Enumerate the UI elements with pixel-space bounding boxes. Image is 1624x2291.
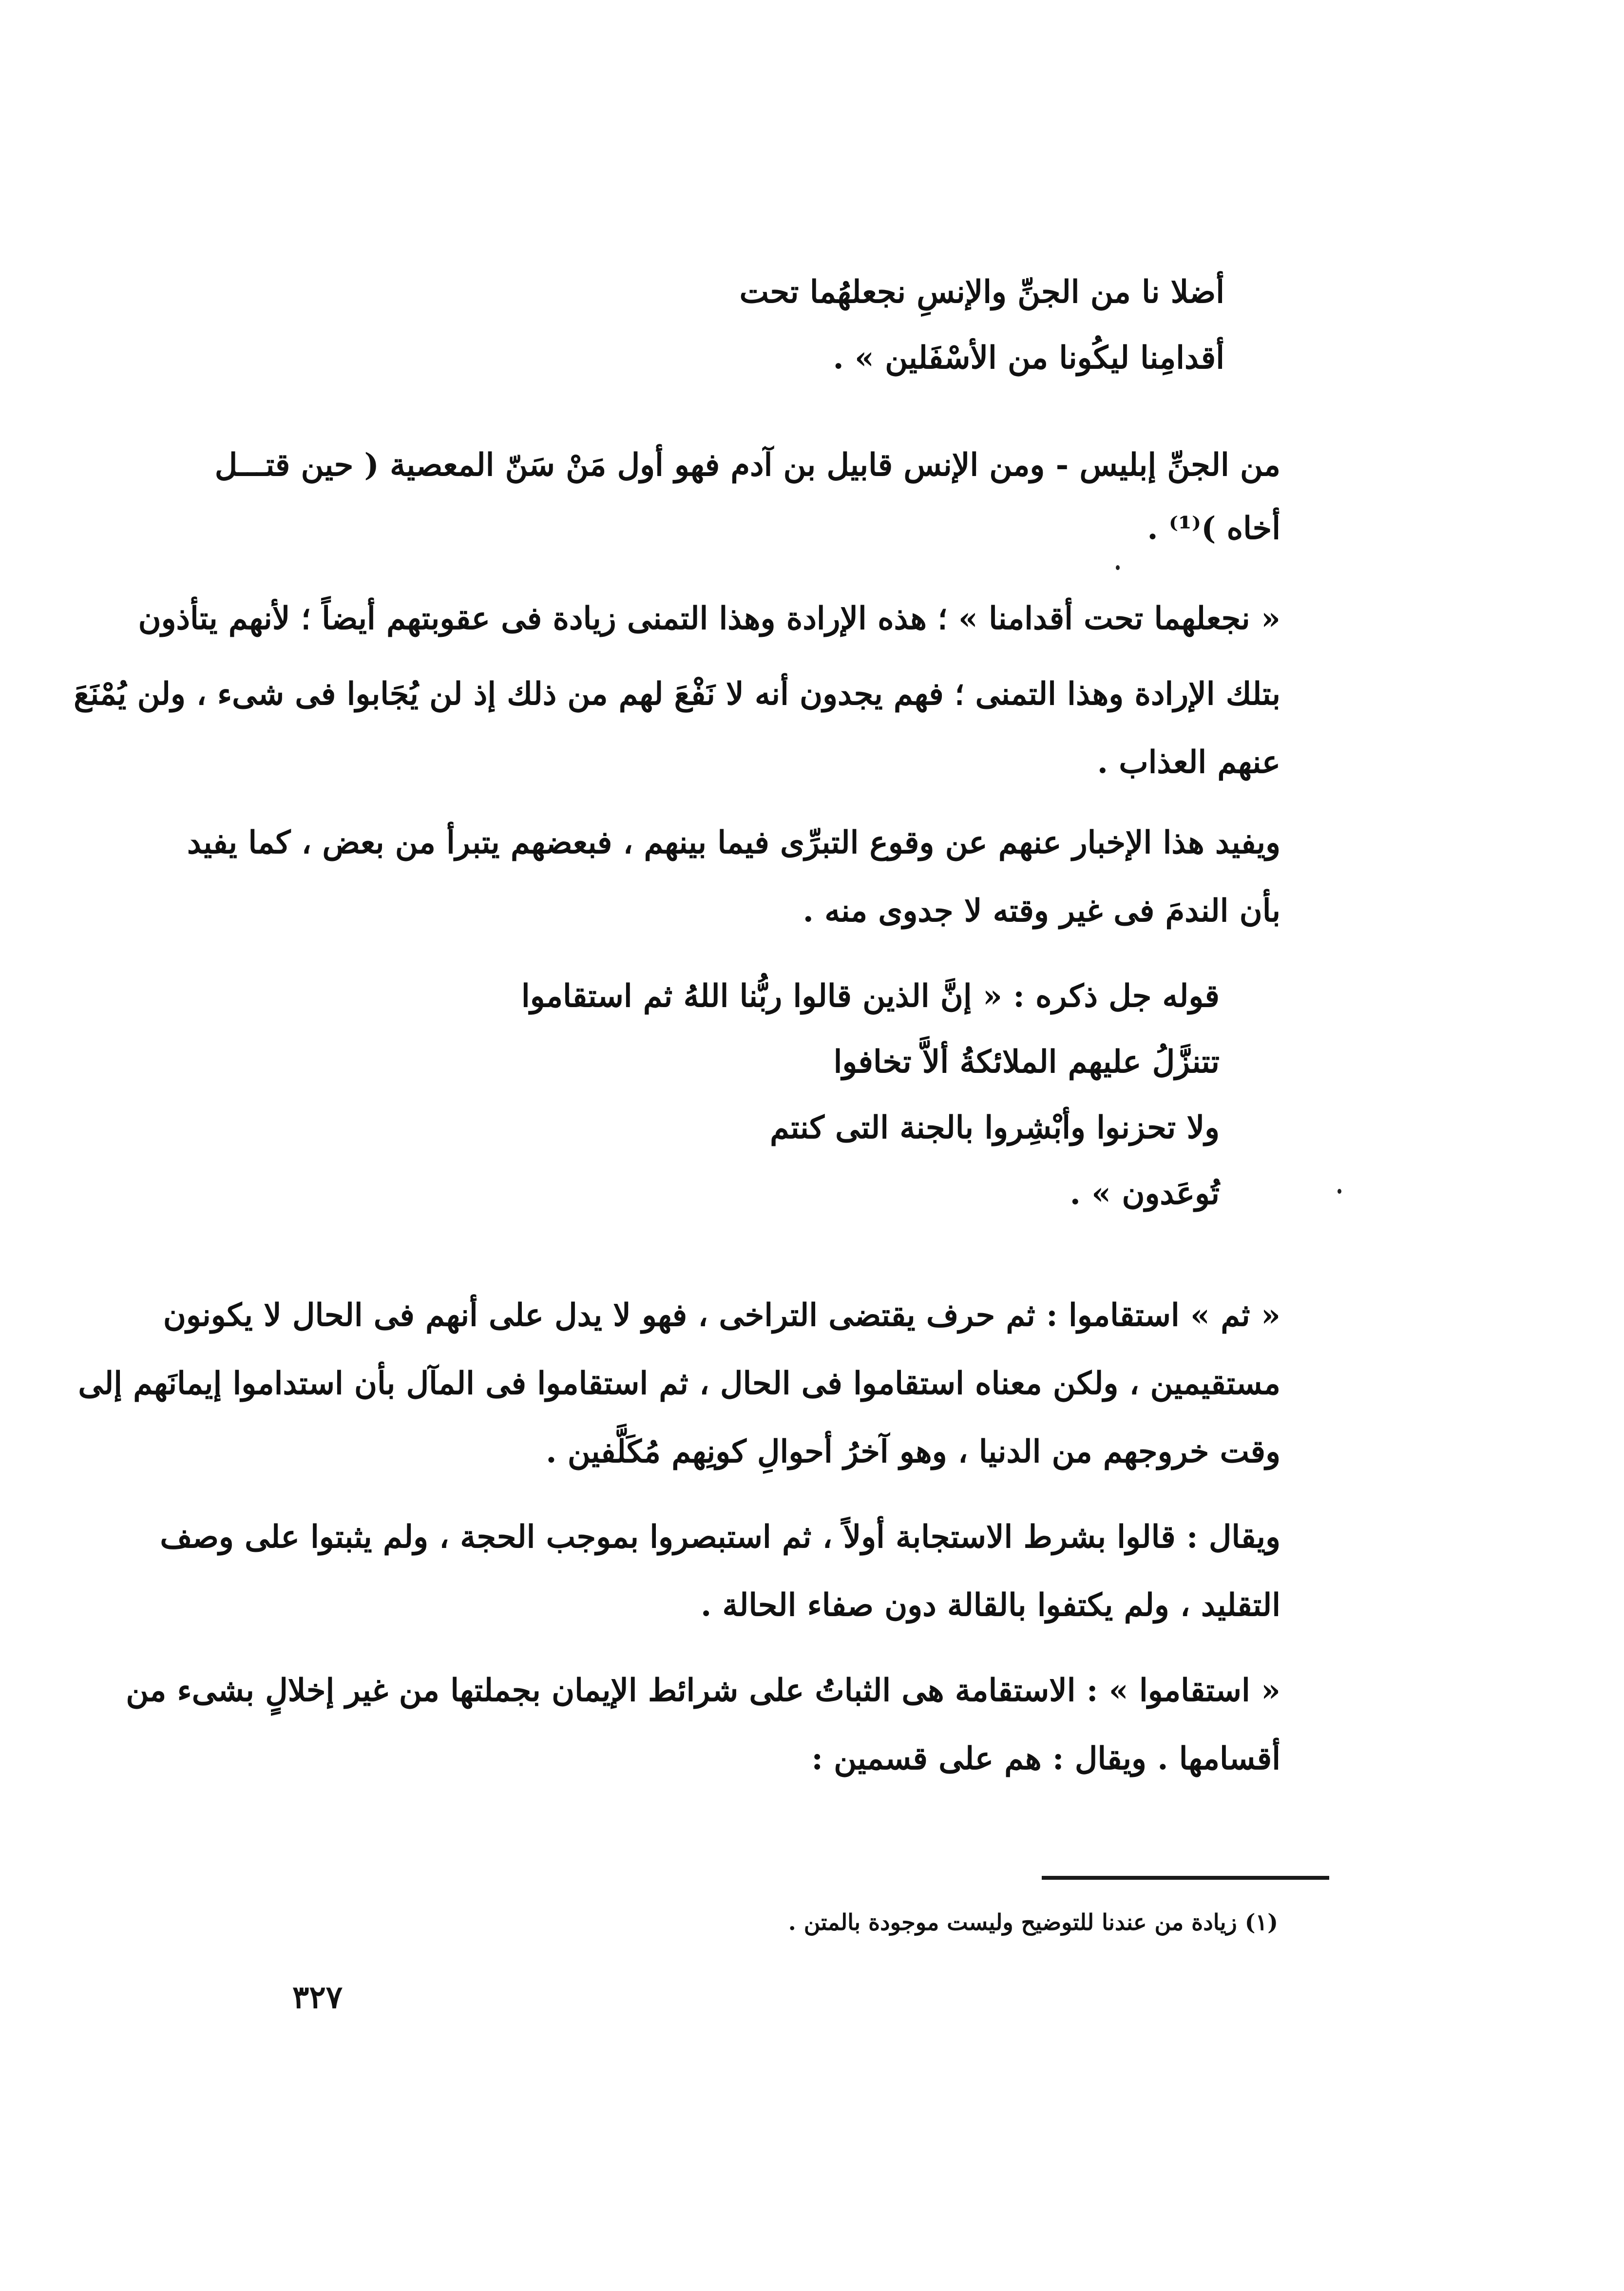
verse-line: ولا تحزنوا وأبْشِروا بالجنة التى كنتم <box>770 1109 1220 1146</box>
scan-speck <box>1116 565 1120 570</box>
body-line: بتلك الإرادة وهذا التمنى ؛ فهم يجدون أنه لا نَفْعَ لهم من ذلك إذ لن يُجَابوا فى شىء ، ولن يُمْنَعَ <box>74 676 1280 712</box>
body-line: « نجعلهما تحت أقدامنا » ؛ هذه الإرادة وهذا التمنى زيادة فى عقوبتهم أيضاً ؛ لأنهم يتأذون <box>138 600 1280 637</box>
verse-line: تتنزَّلُ عليهم الملائكةُ ألاَّ تخافوا <box>833 1044 1220 1080</box>
footnote: (١) زيادة من عندنا للتوضيح وليست موجودة بالمتن . <box>788 1909 1278 1935</box>
body-line: أخاه )⁽¹⁾ . <box>1147 510 1280 547</box>
body-line: التقليد ، ولم يكتفوا بالقالة دون صفاء الحالة . <box>700 1587 1280 1623</box>
body-line: « استقاموا » : الاستقامة هى الثباتُ على شرائط الإيمان بجملتها من غير إخلالٍ بشىء من <box>126 1672 1280 1709</box>
scan-speck <box>1337 1189 1341 1194</box>
verse-line: قوله جل ذكره : « إنَّ الذين قالوا ربُّنا اللهُ ثم استقاموا <box>521 978 1220 1014</box>
verse-line: أضلا نا من الجنِّ والإنسِ نجعلهُما تحت <box>739 274 1224 310</box>
body-line: مستقيمين ، ولكن معناه استقاموا فى الحال ، ثم استقاموا فى المآل بأن استداموا إيمانَهم إلى <box>78 1365 1280 1402</box>
body-line: من الجنِّ إبليس - ومن الإنس قابيل بن آدم فهو أول مَنْ سَنّ المعصية ( حين قتـــل <box>214 447 1280 483</box>
verse-line: تُوعَدون » . <box>1070 1175 1220 1212</box>
body-line: ويفيد هذا الإخبار عنهم عن وقوع التبرِّى فيما بينهم ، فبعضهم يتبرأ من بعض ، كما يفيد <box>187 824 1280 861</box>
body-line: « ثم » استقاموا : ثم حرف يقتضى التراخى ، فهو لا يدل على أنهم فى الحال لا يكونون <box>163 1297 1280 1334</box>
footnote-separator <box>1042 1876 1329 1880</box>
body-line: عنهم العذاب . <box>1097 744 1280 781</box>
body-line: بأن الندمَ فى غير وقته لا جدوى منه . <box>802 893 1280 929</box>
page-number: ٣٢٧ <box>292 1979 343 2016</box>
verse-line: أقدامِنا ليكُونا من الأسْفَلين » . <box>833 340 1224 376</box>
body-line: أقسامها . ويقال : هم على قسمين : <box>811 1740 1280 1777</box>
body-line: ويقال : قالوا بشرط الاستجابة أولاً ، ثم استبصروا بموجب الحجة ، ولم يثبتوا على وصف <box>160 1519 1280 1555</box>
body-line: وقت خروجهم من الدنيا ، وهو آخرُ أحوالِ كونِهم مُكَلَّفين . <box>546 1433 1280 1470</box>
